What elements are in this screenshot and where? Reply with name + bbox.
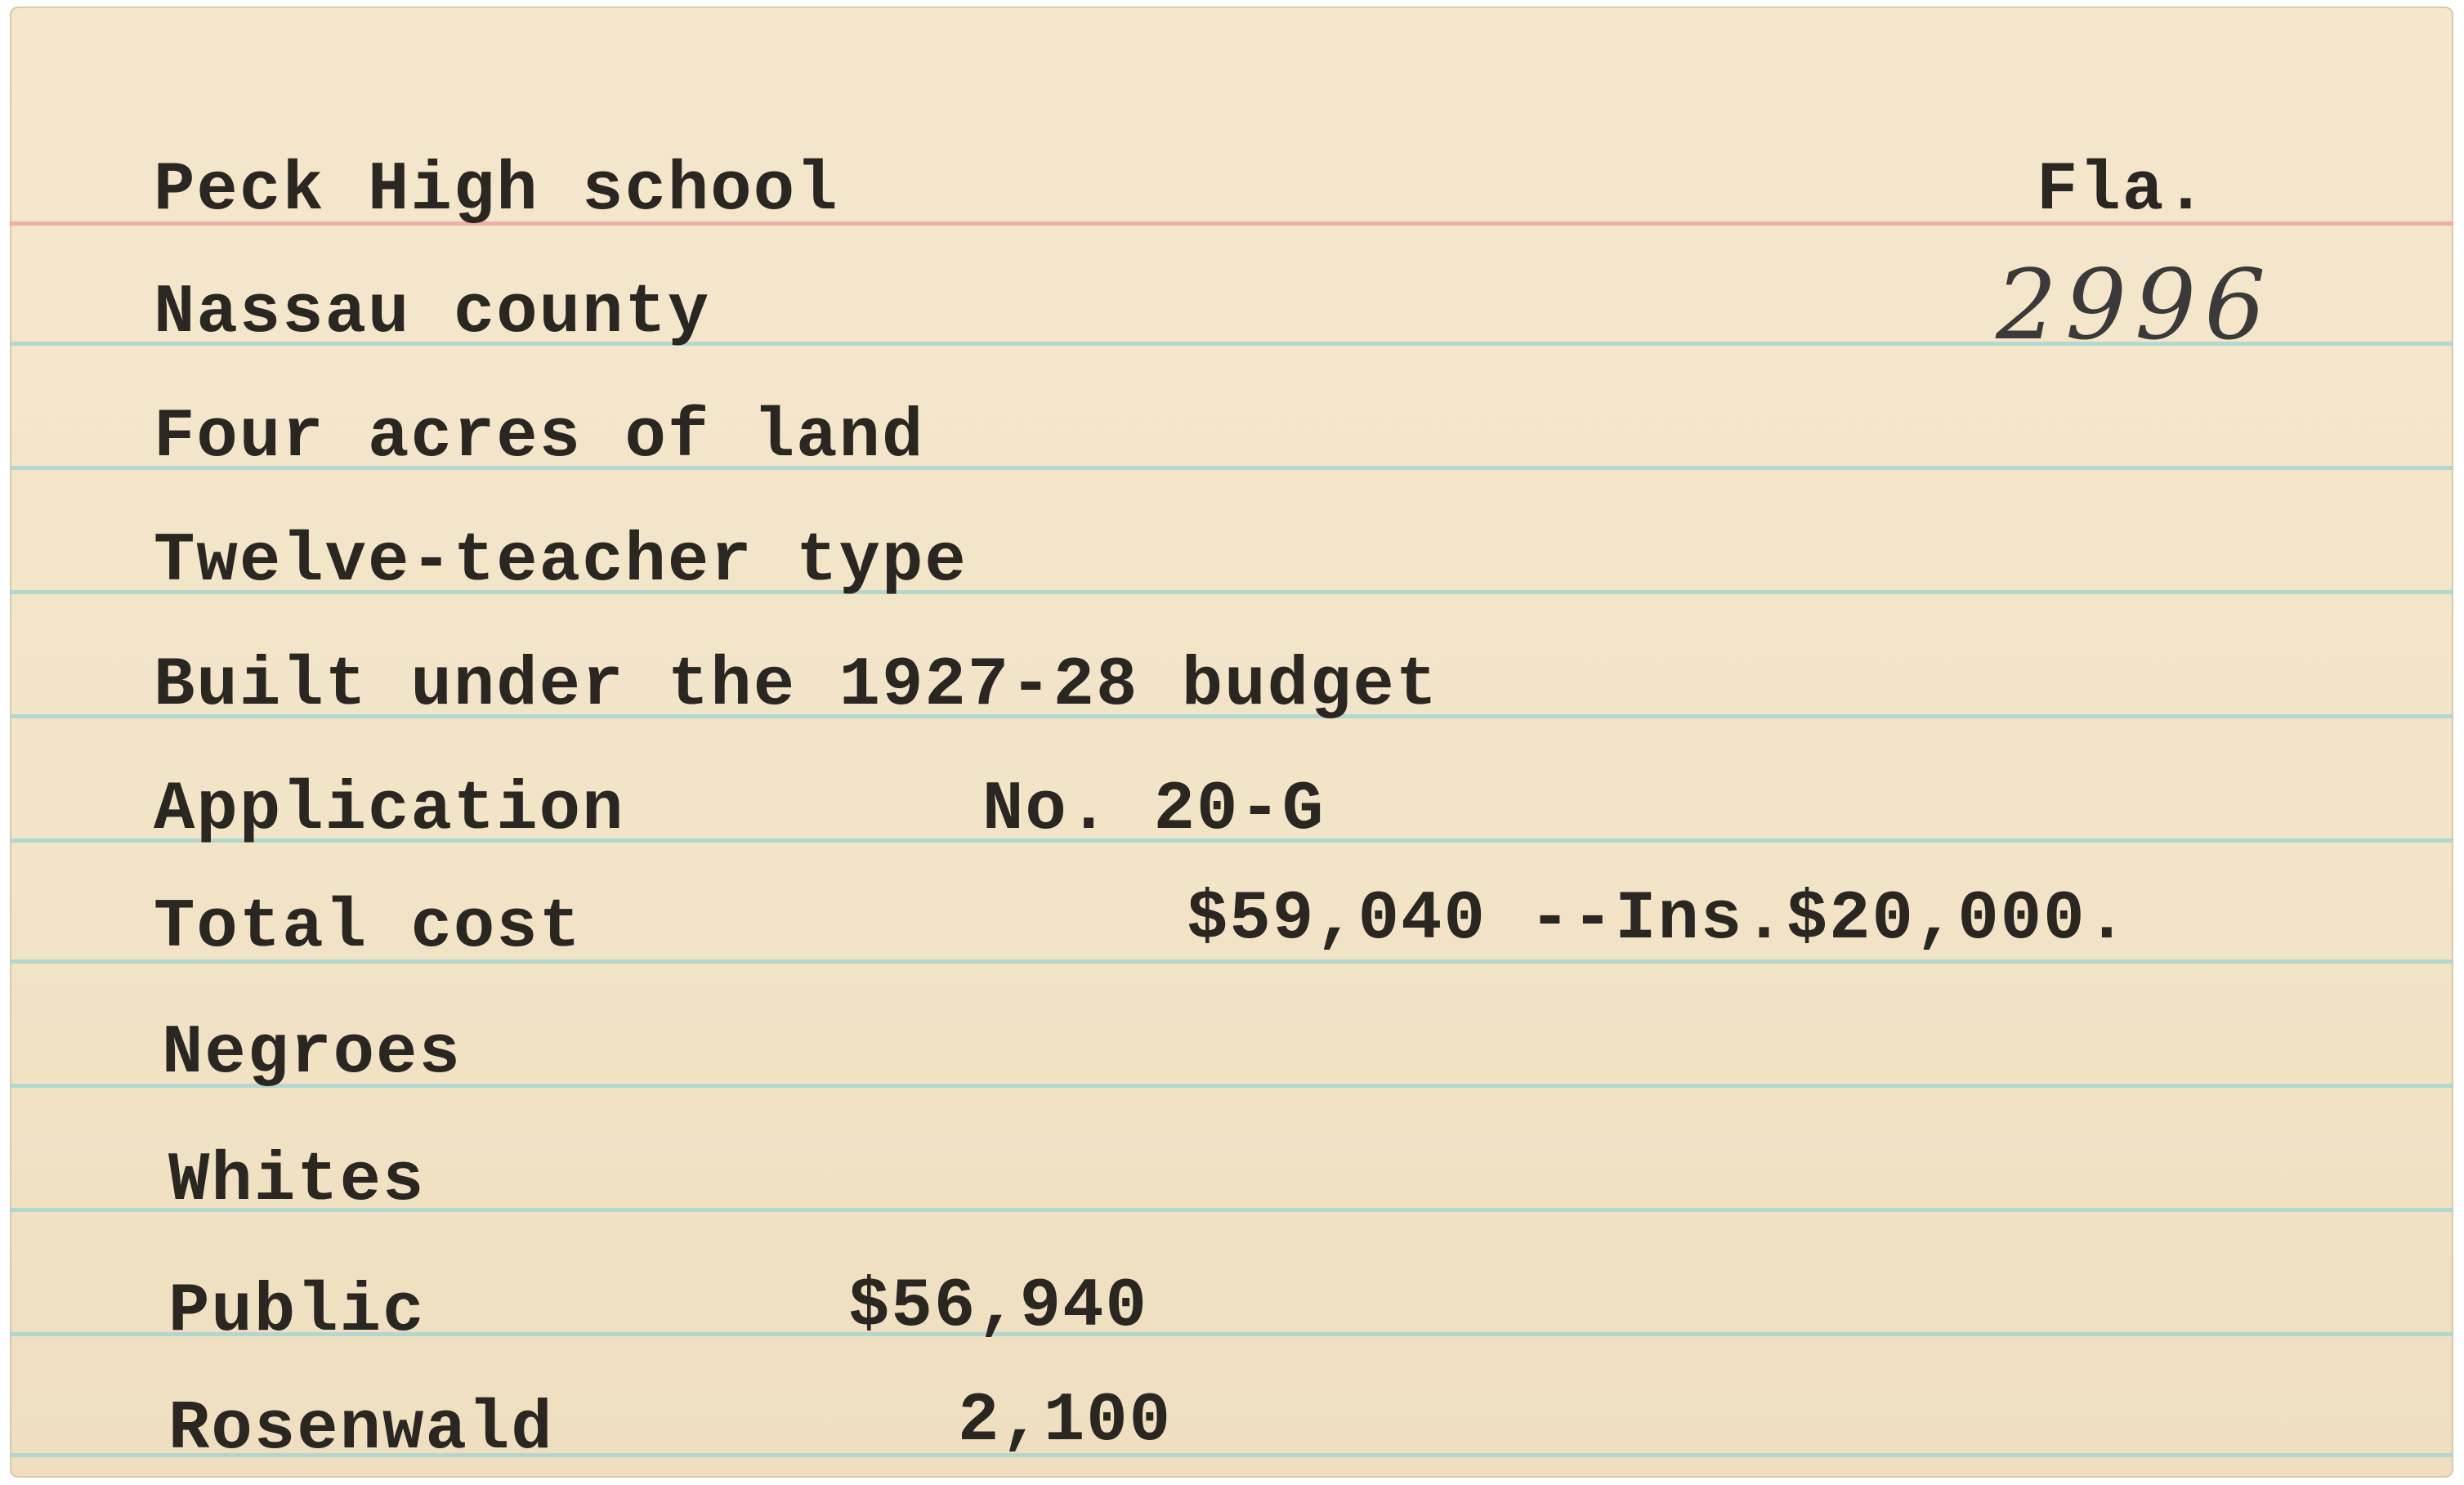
application-number: No. 20-G [982, 772, 1326, 849]
public-label: Public [168, 1273, 426, 1351]
land: Four acres of land [154, 399, 925, 476]
handwritten-number: 2996 [1996, 248, 2274, 361]
whites-label: Whites [168, 1143, 426, 1220]
application-label: Application [154, 772, 625, 849]
county: Nassau county [154, 275, 711, 352]
state-abbrev: Fla. [2037, 152, 2208, 230]
public-value: $56,940 [848, 1268, 1148, 1346]
index-card [10, 7, 2453, 1478]
budget-line: Built under the 1927-28 budget [154, 647, 1439, 725]
building-type: Twelve-teacher type [154, 523, 968, 601]
negroes-label: Negroes [162, 1015, 462, 1093]
school-name: Peck High school [154, 152, 839, 230]
total-cost-value: $59,040 --Ins.$20,000. [1187, 881, 2129, 959]
rosenwald-label: Rosenwald [168, 1391, 554, 1469]
total-cost-label: Total cost [154, 889, 583, 967]
rosenwald-value: 2,100 [958, 1383, 1173, 1460]
